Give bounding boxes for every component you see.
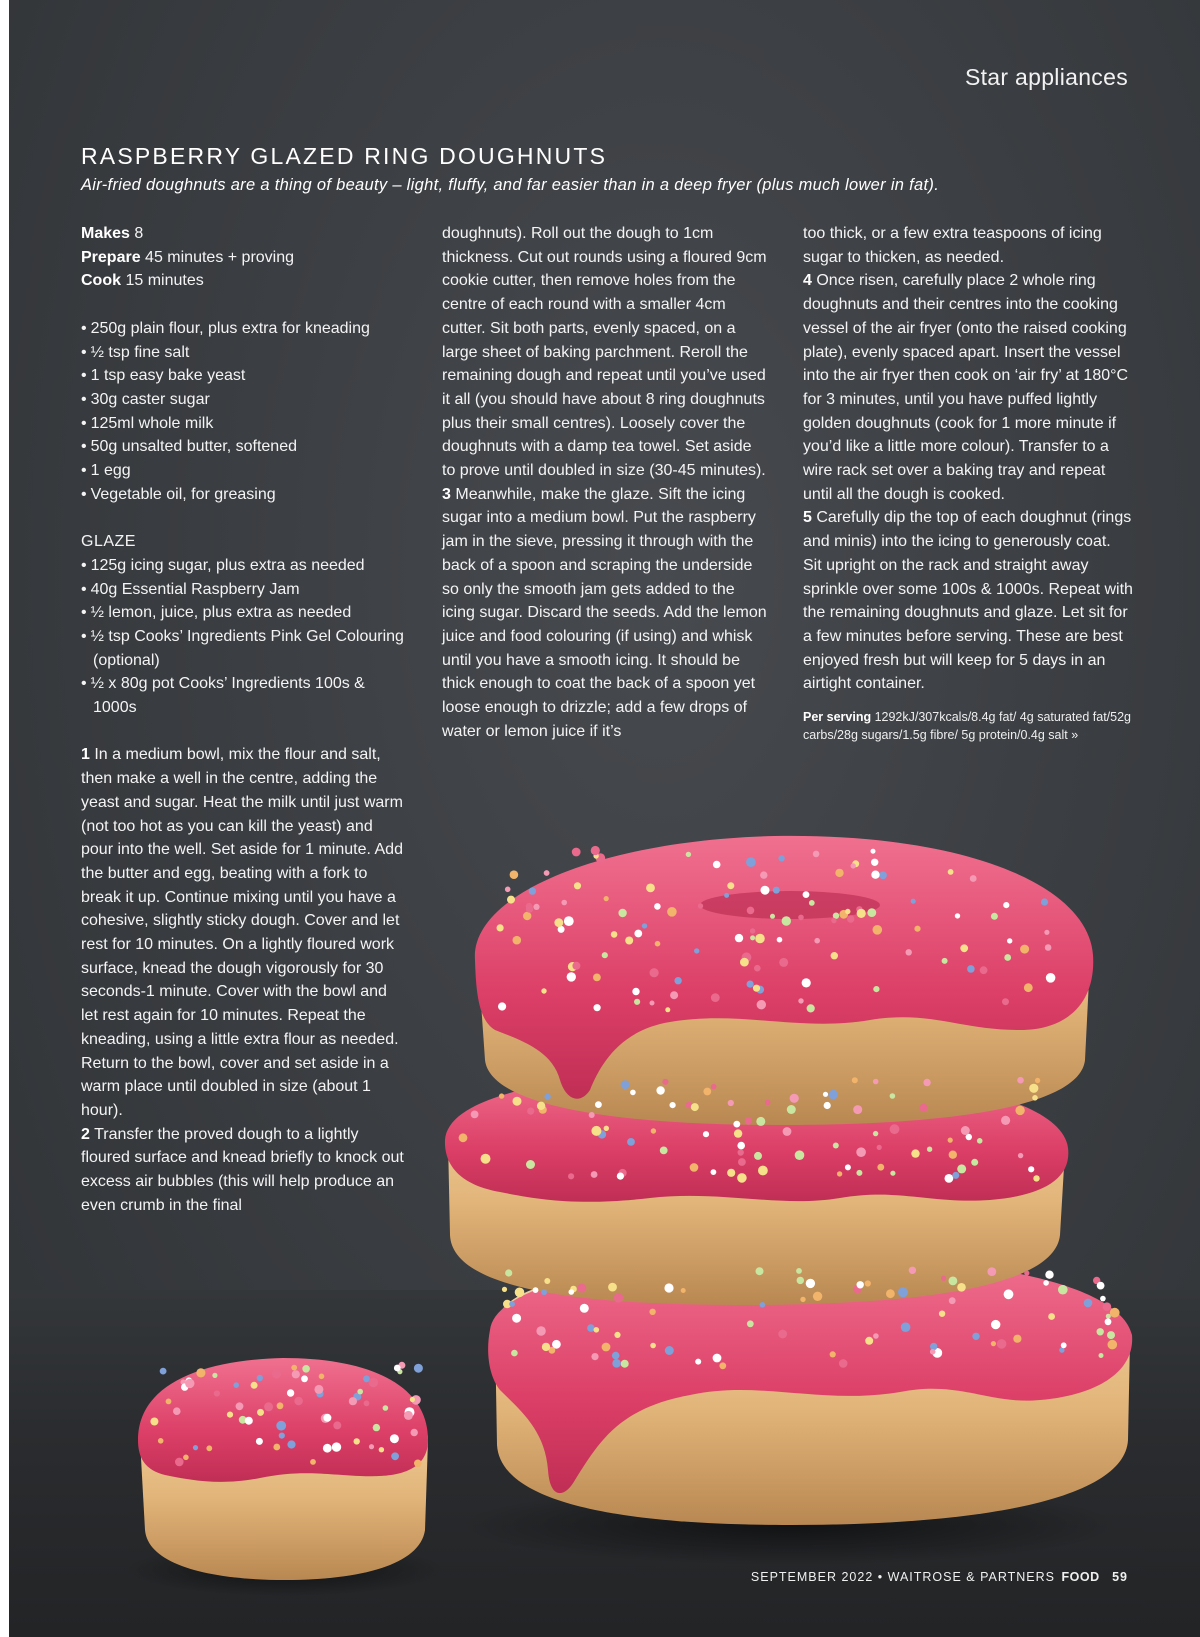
top-ring-doughnut [475,836,1093,1125]
page-number: 59 [1112,1570,1128,1584]
sprinkle [646,884,655,893]
sprinkle [747,981,754,988]
sprinkle [604,1126,609,1131]
sprinkle [742,952,752,962]
sprinkle [703,1131,709,1137]
sprinkle [1032,1095,1038,1101]
recipe-column-3 [803,222,1133,744]
sprinkle [890,1171,895,1176]
sprinkle [596,853,606,863]
sprinkle [1015,1106,1024,1115]
sprinkle [756,986,764,994]
sprinkle [746,857,756,867]
sprinkle [760,871,767,878]
glaze-ingredient-item: • 40g Essential Raspberry Jam [81,578,406,602]
sprinkle [991,913,998,920]
sprinkle [724,893,729,898]
glaze-ingredient-list [81,554,406,720]
sprinkle [911,1149,919,1157]
sprinkle [459,1133,468,1142]
sprinkle [961,1126,970,1135]
glaze-heading: GLAZE [81,533,136,551]
sprinkle [856,1147,866,1157]
sprinkle [758,1166,768,1176]
sprinkle [877,1164,884,1171]
sprinkle [711,1084,717,1090]
sprinkle [533,904,539,910]
sprinkle [750,928,755,933]
sprinkle [621,1080,630,1089]
sprinkle [755,934,765,944]
recipe-column-1 [81,222,406,1217]
sprinkle [1001,1116,1010,1125]
sprinkle [537,1102,545,1110]
footer-issue: SEPTEMBER 2022 • WAITROSE & PARTNERS [750,1570,1056,1584]
sprinkle [754,1152,762,1160]
nutrition-info: Per serving 1292kJ/307kcals/8.4g fat/ 4g saturated fat/52g carbs/28g sugars/1.5g fibre/ 5g protein/0.4g salt » [803,710,1132,743]
sprinkle [873,925,883,935]
sprinkle [505,1269,512,1276]
sprinkle [611,931,618,938]
sprinkle [948,1138,953,1143]
sprinkle [797,1277,804,1284]
sprinkle [779,958,788,967]
sprinkle [1045,944,1052,951]
sprinkle [526,905,533,912]
sprinkle [852,860,859,867]
sprinkle [813,851,820,858]
sprinkle [1093,1277,1100,1284]
sprinkle [564,916,574,926]
sprinkle [833,1143,839,1149]
sprinkle [662,1079,668,1085]
sprinkle [756,1267,764,1275]
sprinkle [1002,998,1009,1005]
sprinkle [877,1145,882,1150]
sprinkle [558,926,565,933]
sprinkle [753,985,760,992]
sprinkle [796,1268,802,1274]
sprinkle [831,918,836,923]
sprinkle [568,962,577,971]
sprinkle [734,1129,742,1137]
sprinkle [526,903,533,910]
sprinkle [471,1111,479,1119]
ingredient-item: • 1 egg [81,459,406,483]
sprinkle [949,1277,958,1286]
sprinkle [694,948,699,953]
sprinkle [833,913,839,919]
sprinkle [665,1007,670,1012]
method-step-2-start: 2 Transfer the proved dough to a lightly floured surface and knead briefly to knock out excess air bubbles (this will help produce an even crumb in the final [81,1125,404,1214]
sprinkle [865,1280,871,1286]
sprinkle [747,907,755,915]
sprinkle [1041,898,1048,905]
sprinkle [593,974,601,982]
sprinkle [481,1154,491,1164]
sprinkle [778,855,784,861]
method-step-2-end: doughnuts). Roll out the dough to 1cm thickness. Cut out rounds using a floured 9cm cookie cutter, then remove holes from the centre of each round with a smaller 4cm cutter. Sit both parts, evenly spaced, on a large sheet of baking parchment. Reroll the remaining dough and repeat until you’ve used it all (you should have about 8 ring doughnuts plus their small centres). Loosely cover the doughnuts with a damp tea towel. Set aside to prove until doubled in size (30-45 minutes). [442,225,767,480]
sprinkle [1029,1084,1038,1093]
sprinkle [572,962,580,970]
recipe-meta [81,222,406,293]
ingredient-item: • Vegetable oil, for greasing [81,483,406,507]
ingredient-item: • 30g caster sugar [81,388,406,412]
sprinkle [544,870,550,876]
sprinkle [544,1278,550,1284]
sprinkle [750,935,755,940]
sprinkle [871,849,876,854]
sprinkle [554,918,563,927]
sprinkle [1007,938,1012,943]
sprinkle [839,910,848,919]
page-edge [0,0,9,1637]
ingredient-item: • 1 tsp easy bake yeast [81,364,406,388]
sprinkle [1024,1271,1029,1276]
sprinkle [777,937,783,943]
sprinkle [948,869,954,875]
sprinkle [1043,1280,1049,1286]
meta-prepare: Prepare 45 minutes + proving [81,248,295,266]
sprinkle [835,869,843,877]
ingredient-item: • ½ tsp fine salt [81,341,406,365]
sprinkle [591,1171,598,1178]
sprinkle [809,900,815,906]
sprinkle [529,887,536,894]
sprinkle [906,949,912,955]
sprinkle [1035,1078,1040,1083]
sprinkle [1017,1077,1024,1084]
sprinkle [740,958,749,967]
sprinkle [713,861,721,869]
sprinkle [561,900,567,906]
sprinkle [919,1104,927,1112]
sprinkle [960,944,968,952]
sprinkle [591,846,600,855]
sprinkle [941,1276,946,1281]
sprinkle [691,1103,699,1111]
sprinkle [873,986,879,992]
sprinkle [828,1090,838,1100]
sprinkle [770,914,775,919]
sprinkle [1028,1166,1034,1172]
sprinkle [909,1267,916,1274]
sprinkle [837,1171,842,1176]
sprinkle [923,1079,930,1086]
ingredient-item: • 125ml whole milk [81,412,406,436]
sprinkle [911,899,916,904]
middle-ring-doughnut [445,1070,1068,1305]
sprinkle [783,1127,792,1136]
sprinkle [890,1124,900,1134]
ingredient-item: • 50g unsalted butter, softened [81,435,406,459]
sprinkle [814,938,820,944]
sprinkle [670,1102,676,1108]
sprinkle [782,916,791,925]
sprinkle [625,937,633,945]
sprinkle [802,978,811,987]
sprinkle [690,1163,699,1172]
method-step-1: 1 In a medium bowl, mix the flour and salt, then make a well in the centre, adding the yeast and sugar. Heat the milk until just warm (not too hot as you can kill the yeast) and pour into the well. Set aside for 1 minute. Add the butter and egg, beating with a fork to break it up. Continue mixing until you have a cohesive, slightly sticky dough. Cover and let rest for 10 minutes. On a lightly floured work surface, knead the dough vigorously for 30 seconds-1 minute. Cover with the bowl and let rest again for 10 minutes. Repeat the kneading, using a little extra flour as needed. Return to the bowl, cover and set aside in a warm place until doubled in size (about 1 hour). [81,746,403,1119]
sprinkle [851,863,856,868]
sprinkle [634,999,640,1005]
sprinkle [745,1117,752,1124]
sprinkle [513,1097,522,1106]
sprinkle [871,871,879,879]
sprinkle [527,1108,534,1115]
sprinkle [698,903,703,908]
sprinkle [523,912,531,920]
sprinkle [667,907,677,917]
sprinkle [857,909,866,918]
sprinkle [738,1158,746,1166]
sprinkle [574,882,581,889]
sprinkle [955,913,960,918]
section-label: Star appliances [964,64,1128,90]
sprinkle [711,993,720,1002]
method-step-3-end: too thick, or a few extra teaspoons of icing sugar to thicken, as needed. [803,225,1102,266]
sprinkle [1046,973,1056,983]
sprinkle [674,977,681,984]
sprinkle [738,1149,744,1155]
sprinkle [593,853,598,858]
sprinkle [806,1279,815,1288]
sprinkle [1024,983,1033,992]
sprinkle [987,1267,996,1276]
method-step-4: 4 Once risen, carefully place 2 whole ring doughnuts and their centres into the cooking vessel of the air fryer (onto the raised cooking plate), evenly spaced apart. Insert the vessel into the air fryer then cook on ‘air fry’ at 180°C for 3 minutes, until you have puffed lightly golden doughnuts (cook for 1 more minute if you’d like a little more colour). Transfer to a wire rack set over a baking tray and repeat until all the dough is cooked. [803,272,1129,503]
sprinkle [544,1094,550,1100]
sprinkle [977,1138,983,1144]
sprinkle [1044,930,1049,935]
glaze-ingredient-item: • ½ lemon, juice, plus extra as needed [81,601,406,625]
sprinkle [845,1164,851,1170]
sprinkle [541,988,546,993]
sprinkle [1045,1271,1053,1279]
sprinkle [656,1086,664,1094]
sprinkle [670,991,678,999]
sprinkle [686,1102,693,1109]
sprinkle [1097,1282,1105,1290]
glaze-ingredient-item: • ½ x 80g pot Cooks’ Ingredients 100s & 1000s [81,672,406,719]
sprinkle [957,1164,966,1173]
sprinkle [642,923,647,928]
sprinkle [634,930,642,938]
sprinkle [807,1004,815,1012]
sprinkle [655,941,661,947]
sprinkle [598,1130,606,1138]
sprinkle [765,1100,771,1106]
sprinkle [737,1173,747,1183]
sprinkle [539,1106,547,1114]
sprinkle [966,1134,972,1140]
sprinkle [761,886,770,895]
sprinkle [618,909,626,917]
recipe-column-2 [442,222,767,743]
sprinkle [795,1150,805,1160]
sprinkle [845,909,850,914]
sprinkle [831,952,838,959]
sprinkle [703,1088,711,1096]
sprinkle [497,924,504,931]
sprinkle [505,887,511,893]
sprinkle [650,968,659,977]
sprinkle [873,1079,879,1085]
sprinkle [617,1173,624,1180]
sprinkle [873,1131,878,1136]
sprinkle [499,1093,504,1098]
sprinkle [650,1001,655,1006]
sprinkle [787,1105,796,1114]
sprinkle [595,1101,602,1108]
sprinkle [619,1169,627,1177]
sprinkle [1003,902,1009,908]
sprinkle [890,1093,896,1099]
sprinkle [980,966,988,974]
sprinkle [1004,954,1011,961]
page-footer [751,1570,1128,1584]
sprinkle [914,926,920,932]
recipe-title: RASPBERRY GLAZED RING DOUGHNUTS [81,143,608,169]
sprinkle [1033,1175,1039,1181]
sprinkle [632,988,639,995]
sprinkle [823,1092,828,1097]
sprinkle [660,1147,668,1155]
sprinkle [773,887,780,894]
sprinkle [513,936,522,945]
sprinkle [589,1112,595,1118]
sprinkle [572,848,581,857]
sprinkle [627,1138,635,1146]
glaze-ingredient-item: • ½ tsp Cooks’ Ingredients Pink Gel Colouring (optional) [81,625,406,672]
sprinkle [798,915,804,921]
sprinkle [526,1160,535,1169]
sprinkle [945,1174,954,1183]
sprinkle [852,1077,858,1083]
sprinkle [602,952,608,958]
footer-brand: FOOD [1061,1570,1100,1584]
sprinkle [654,903,661,910]
meta-cook: Cook 15 minutes [81,272,204,290]
sprinkle [651,1128,656,1133]
recipe-subtitle: Air-fried doughnuts are a thing of beauty – light, fluffy, and far easier than in a deep fryer (plus much lower in fat). [81,176,940,194]
method-step-3-start: 3 Meanwhile, make the glaze. Sift the icing sugar into a medium bowl. Put the raspberry jam in the sieve, pressing it through with the back of a spoon and scraping the underside so only the smooth jam gets added to the icing sugar. Discard the seeds. Add the lemon juice and food colouring (if using) and whisk until you have a smooth icing. It should be thick enough to coat the back of a spoon yet loose enough to drizzle; add a few drops of water or lemon juice if it’s [442,485,767,740]
sprinkle [853,1105,862,1114]
sprinkle [824,1102,831,1109]
sprinkle [856,1170,862,1176]
sprinkle [803,891,810,898]
glaze-ingredient-item: • 125g icing sugar, plus extra as needed [81,554,406,578]
method-step-5: 5 Carefully dip the top of each doughnut (rings and minis) into the icing to generously coat. Sit upright on the rack and straight away sprinkle over some 100s & 1000s. Repeat with the remaining doughnuts and glaze. Let sit for a few minutes before serving. These are best enjoyed fresh but will keep for 5 days in an airtight container. [803,509,1133,693]
sprinkle [735,934,743,942]
sprinkle [871,859,878,866]
sprinkle [756,1117,765,1126]
sprinkle [967,965,975,973]
sprinkle [757,1000,766,1009]
tabletop-surface [0,1290,1200,1637]
sprinkle [927,1147,932,1152]
sprinkle [847,915,854,922]
sprinkle [630,1090,636,1096]
sprinkle [949,1151,957,1159]
sprinkle [728,1100,734,1106]
sprinkle [970,875,977,882]
sprinkle [568,1173,574,1179]
sprinkle [737,1142,745,1150]
sprinkle [857,1281,864,1288]
sprinkle [942,958,948,964]
sprinkle [727,1169,735,1177]
sprinkle [727,882,734,889]
sprinkle [867,908,876,917]
sprinkle [971,1159,978,1166]
sprinkle [1018,1153,1023,1158]
sprinkle [510,870,519,879]
ingredient-list [81,317,406,507]
sprinkle [686,852,691,857]
sprinkle [856,906,862,912]
sprinkle [591,1126,601,1136]
sprinkle [498,1002,506,1010]
sprinkle [567,972,576,981]
sprinkle [604,896,609,901]
sprinkle [798,998,803,1003]
sprinkle [594,1004,601,1011]
ingredient-item: • 250g plain flour, plus extra for kneading [81,317,406,341]
sprinkle [879,871,887,879]
sprinkle [952,1172,959,1179]
sprinkle [790,1094,799,1103]
sprinkle [711,1169,717,1175]
sprinkle [1020,945,1029,954]
sprinkle [733,1121,740,1128]
sprinkle [507,896,515,904]
sprinkle [754,965,761,972]
meta-makes: Makes 8 [81,225,144,242]
